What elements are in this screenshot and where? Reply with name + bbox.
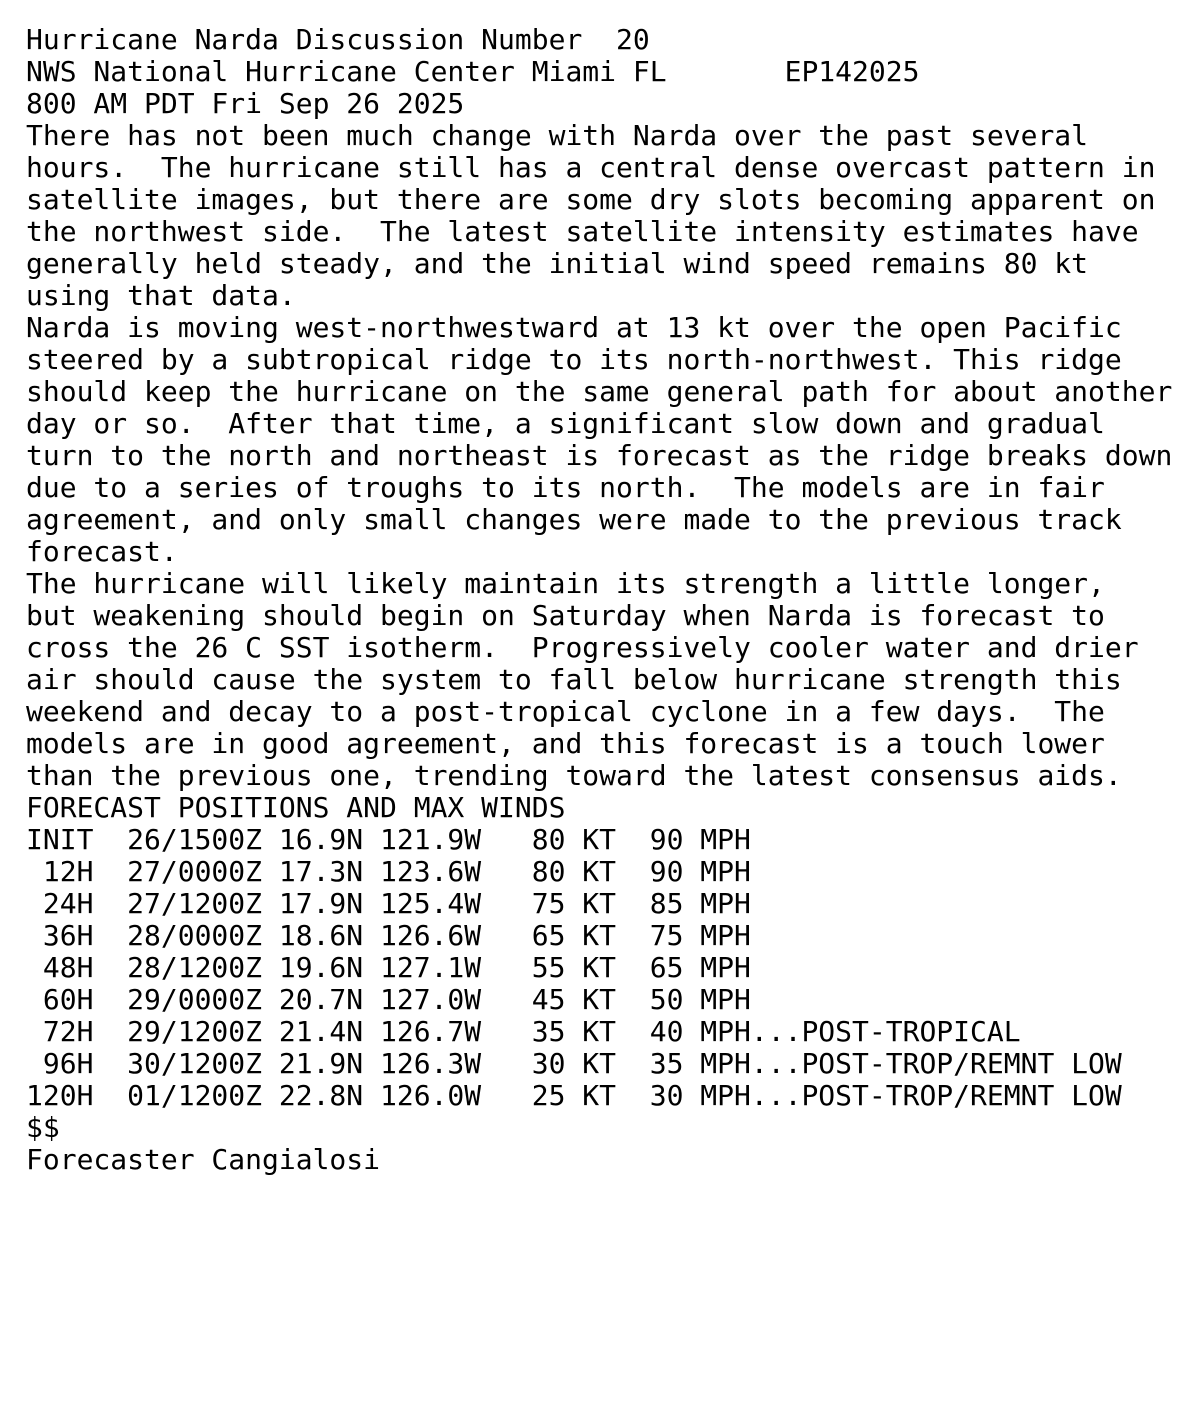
forecast-row: 12H 27/0000Z 17.3N 123.6W 80 KT 90 MPH xyxy=(26,855,751,888)
issuing-office: NWS National Hurricane Center Miami FL EP142025 xyxy=(26,55,920,88)
forecast-row: INIT 26/1500Z 16.9N 121.9W 80 KT 90 MPH xyxy=(26,823,751,856)
forecast-row: 48H 28/1200Z 19.6N 127.1W 55 KT 65 MPH xyxy=(26,951,751,984)
paragraph-current-status: There has not been much change with Narda over the past several hours. The hurricane still has a central dense overcast pattern in satellite images, but there are some dry slots becoming apparent on the northwest side. The latest satellite intensity estimates have generally held steady, and the initial wind speed remains 80 kt using that data. xyxy=(26,119,1156,312)
discussion-title: Hurricane Narda Discussion Number 20 xyxy=(26,23,650,56)
paragraph-track: Narda is moving west-northwestward at 13 kt over the open Pacific steered by a subtropical ridge to its north-northwest. This ridge should keep the hurricane on the same general path for about another day or so. After that time, a significant slow down and gradual turn to the north and northeast is forecast as the ridge breaks down due to a series of troughs to its north. The models are in fair agreement, and only small changes were made to the previous track forecast. xyxy=(26,311,1173,568)
forecast-row: 120H 01/1200Z 22.8N 126.0W 25 KT 30 MPH...POST-TROP/REMNT LOW xyxy=(26,1079,1122,1112)
paragraph-intensity: The hurricane will likely maintain its strength a little longer, but weakening should begin on Saturday when Narda is forecast to cross the 26 C SST isotherm. Progressively cooler water and drier air should cause the system to fall below hurricane strength this weekend and decay to a post-tropical cyclone in a few days. The models are in good agreement, and this forecast is a touch lower than the previous one, trending toward the latest consensus aids. xyxy=(26,567,1139,792)
end-marker: $$ xyxy=(26,1111,60,1144)
forecast-row: 72H 29/1200Z 21.4N 126.7W 35 KT 40 MPH...POST-TROPICAL xyxy=(26,1015,1021,1048)
issue-time: 800 AM PDT Fri Sep 26 2025 xyxy=(26,87,465,120)
forecast-heading: FORECAST POSITIONS AND MAX WINDS xyxy=(26,791,566,824)
forecaster-signature: Forecaster Cangialosi xyxy=(26,1143,381,1176)
forecast-row: 24H 27/1200Z 17.9N 125.4W 75 KT 85 MPH xyxy=(26,887,751,920)
discussion-document xyxy=(26,24,1172,1176)
forecast-row: 96H 30/1200Z 21.9N 126.3W 30 KT 35 MPH...POST-TROP/REMNT LOW xyxy=(26,1047,1122,1080)
forecast-row: 36H 28/0000Z 18.6N 126.6W 65 KT 75 MPH xyxy=(26,919,751,952)
forecast-row: 60H 29/0000Z 20.7N 127.0W 45 KT 50 MPH xyxy=(26,983,751,1016)
